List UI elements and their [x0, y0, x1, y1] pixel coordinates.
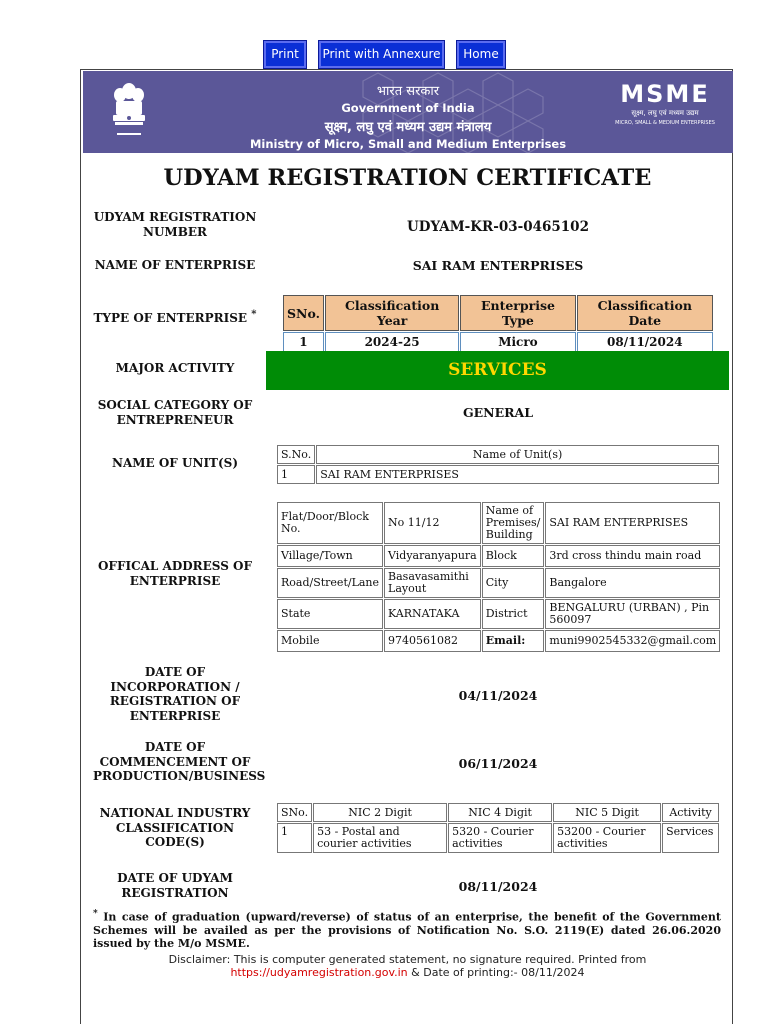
- social-category-value: GENERAL: [462, 405, 534, 420]
- type-cell-year: 2024-25: [325, 332, 459, 352]
- enterprise-name-value: SAI RAM ENTERPRISES: [412, 258, 584, 273]
- commencement-date-value: 06/11/2024: [458, 756, 538, 771]
- nic-header-2digit: NIC 2 Digit: [313, 803, 447, 822]
- gov-english-text: Government of India: [341, 101, 475, 115]
- district-label: District: [482, 599, 545, 629]
- nic-header-row: [277, 803, 719, 822]
- type-cell-type: Micro: [460, 332, 575, 352]
- msme-logo-text: MSME: [620, 80, 710, 108]
- print-button[interactable]: Print: [264, 41, 306, 68]
- email-label: Email:: [482, 630, 545, 652]
- ministry-hindi-text: सूक्ष्म, लघु एवं मध्यम उद्यम मंत्रालय: [324, 120, 492, 135]
- table-row: [277, 630, 720, 652]
- ministry-english-text: Ministry of Micro, Small and Medium Enterprises: [249, 137, 567, 151]
- gov-hindi-text: भारत सरकार: [376, 84, 440, 99]
- type-header-year: Classification Year: [325, 295, 459, 331]
- nic-cell-sno: 1: [277, 823, 312, 853]
- units-header-name: Name of Unit(s): [316, 445, 719, 464]
- table-row: [277, 599, 720, 629]
- certificate-title: UDYAM REGISTRATION CERTIFICATE: [163, 165, 652, 191]
- mobile-label: Mobile: [277, 630, 383, 652]
- flat-label: Flat/Door/Block No.: [277, 502, 383, 544]
- disclaimer-text: Disclaimer: This is computer generated statement, no signature required. Printed from: [168, 953, 647, 966]
- graduation-footnote: [93, 908, 721, 950]
- block-value: 3rd cross thindu main road: [545, 545, 720, 567]
- village-value: Vidyaranyapura: [384, 545, 481, 567]
- premises-value: SAI RAM ENTERPRISES: [545, 502, 720, 544]
- enterprise-name-label: NAME OF ENTERPRISE: [94, 258, 256, 272]
- table-row: [277, 823, 719, 853]
- reg-number-value: UDYAM-KR-03-0465102: [407, 219, 589, 235]
- type-table-header-row: [283, 295, 713, 331]
- certificate: [80, 69, 733, 1024]
- msme-logo: [615, 81, 715, 131]
- state-label: State: [277, 599, 383, 629]
- table-row: [277, 545, 720, 567]
- state-value: KARNATAKA: [384, 599, 481, 629]
- road-value: Basavasamithi Layout: [384, 568, 481, 598]
- type-cell-date: 08/11/2024: [577, 332, 713, 352]
- road-label: Road/Street/Lane: [277, 568, 383, 598]
- units-header-sno: S.No.: [277, 445, 315, 464]
- home-button[interactable]: Home: [457, 41, 505, 68]
- type-asterisk: *: [251, 309, 257, 320]
- nic-table: [276, 802, 720, 854]
- incorporation-date-value: 04/11/2024: [458, 688, 538, 703]
- nic-label: NATIONAL INDUSTRY CLASSIFICATION CODE(S): [99, 806, 251, 849]
- village-label: Village/Town: [277, 545, 383, 567]
- nic-header-sno: SNo.: [277, 803, 312, 822]
- footnote-asterisk: *: [93, 909, 98, 919]
- commencement-date-label: DATE OF COMMENCEMENT OF PRODUCTION/BUSINESS: [93, 740, 266, 783]
- reg-number-label: UDYAM REGISTRATION NUMBER: [93, 210, 257, 239]
- udyam-date-label: DATE OF UDYAM REGISTRATION: [117, 871, 233, 900]
- flat-value: No 11/12: [384, 502, 481, 544]
- block-label: Block: [482, 545, 545, 567]
- units-cell-sno: 1: [277, 465, 315, 484]
- type-header-sno: SNo.: [283, 295, 324, 331]
- nic-header-4digit: NIC 4 Digit: [448, 803, 552, 822]
- nic-cell-activity: Services: [662, 823, 719, 853]
- print-with-annexure-button[interactable]: Print with Annexure: [319, 41, 444, 68]
- city-value: Bangalore: [545, 568, 720, 598]
- type-header-date: Classification Date: [577, 295, 713, 331]
- table-row: [277, 568, 720, 598]
- udyam-date-value: 08/11/2024: [458, 879, 538, 894]
- incorporation-date-label: DATE OF INCORPORATION / REGISTRATION OF ENTERPRISE: [109, 665, 241, 723]
- mobile-value: 9740561082: [384, 630, 481, 652]
- major-activity-label: MAJOR ACTIVITY: [115, 361, 235, 375]
- city-label: City: [482, 568, 545, 598]
- nic-cell-2digit: 53 - Postal and courier activities: [313, 823, 447, 853]
- toolbar: [0, 40, 768, 70]
- type-header-type: Enterprise Type: [460, 295, 575, 331]
- table-row: [277, 465, 719, 484]
- msme-logo-hindi: सूक्ष्म, लघु एवं मध्यम उद्यम: [631, 109, 699, 117]
- udyam-website-link[interactable]: https://udyamregistration.gov.in: [230, 966, 408, 979]
- type-cell-sno: 1: [283, 332, 324, 352]
- address-table: [276, 501, 721, 653]
- nic-cell-5digit: 53200 - Courier activities: [553, 823, 661, 853]
- printing-date-text: & Date of printing:- 08/11/2024: [407, 966, 585, 979]
- disclaimer: [81, 953, 734, 979]
- table-row: [283, 332, 713, 352]
- email-value: muni9902545332@gmail.com: [545, 630, 720, 652]
- address-label: OFFICAL ADDRESS OF ENTERPRISE: [97, 559, 253, 588]
- footnote-text: In case of graduation (upward/reverse) of status of an enterprise, the benefit of the Government Schemes will be availed as per the provisions of Notification No. S.O. 2119(E) dated 26.06.2020 issued by the M/o MSME.: [93, 910, 721, 950]
- disclaimer-line2: [81, 966, 734, 979]
- nic-cell-4digit: 5320 - Courier activities: [448, 823, 552, 853]
- premises-label: Name of Premises/ Building: [482, 502, 545, 544]
- type-of-enterprise-label: [93, 308, 257, 326]
- major-activity-value: SERVICES: [266, 351, 729, 390]
- nic-header-activity: Activity: [662, 803, 719, 822]
- units-label: NAME OF UNIT(S): [111, 456, 239, 470]
- type-label-text: TYPE OF ENTERPRISE: [93, 311, 248, 325]
- district-value: BENGALURU (URBAN) , Pin 560097: [545, 599, 720, 629]
- units-cell-name: SAI RAM ENTERPRISES: [316, 465, 719, 484]
- units-table: [276, 444, 720, 485]
- table-row: [277, 502, 720, 544]
- government-banner: [83, 71, 733, 153]
- nic-header-5digit: NIC 5 Digit: [553, 803, 661, 822]
- social-category-label: SOCIAL CATEGORY OF ENTREPRENEUR: [97, 398, 253, 427]
- units-header-row: [277, 445, 719, 464]
- type-table: [282, 294, 714, 353]
- msme-logo-english: MICRO, SMALL & MEDIUM ENTERPRISES: [615, 120, 715, 126]
